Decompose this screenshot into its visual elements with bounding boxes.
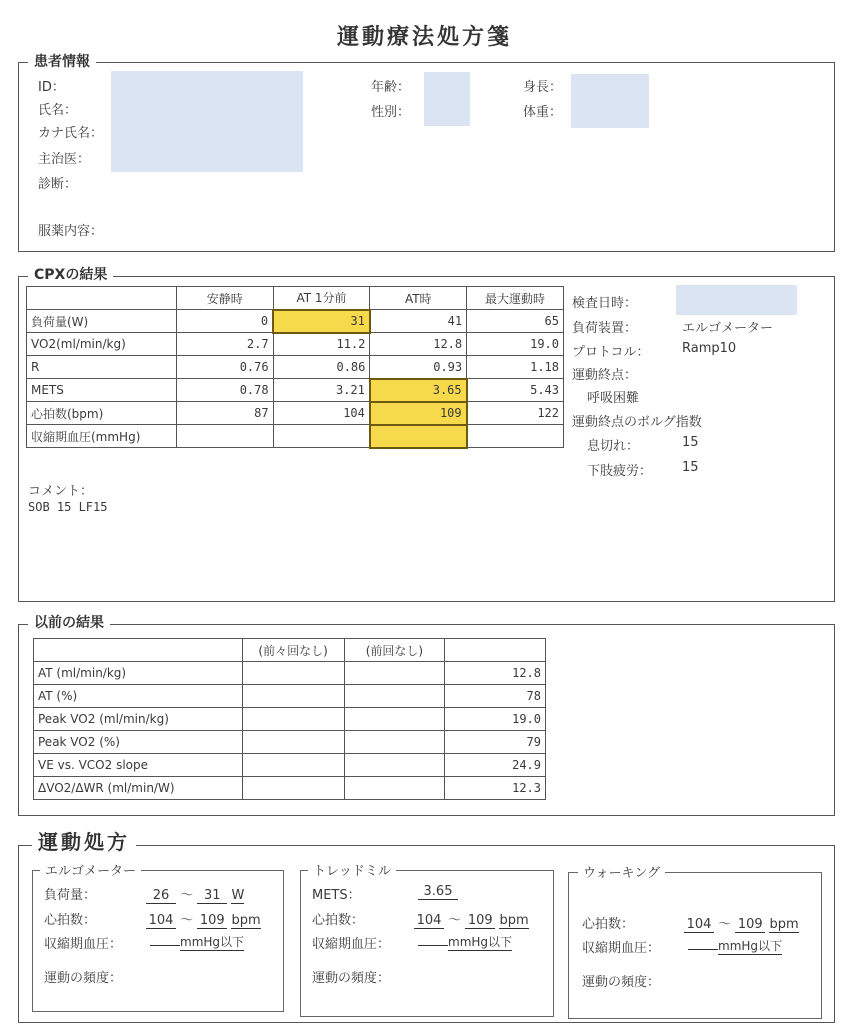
table-row (27, 425, 564, 448)
cell-rest: 0.76 (176, 356, 273, 379)
cell-current: 19.0 (445, 708, 546, 731)
tm-mets-label: METS： (312, 888, 361, 903)
cell-rest: 2.7 (176, 333, 273, 356)
cell-rest: 87 (176, 402, 273, 425)
table-row (27, 379, 564, 402)
ergo-hr-label: 心拍数： (44, 913, 97, 928)
table-row (27, 333, 564, 356)
cell-current: 12.8 (445, 662, 546, 685)
cell-last (344, 662, 445, 685)
tm-hr-label: 心拍数： (312, 913, 365, 928)
ergo-bp-blank (150, 945, 180, 946)
medication-label: 服薬内容： (38, 224, 104, 239)
tm-bp-label: 収縮期血圧： (312, 937, 391, 952)
cell-last (344, 708, 445, 731)
cpx-results-heading: CPXの結果 (28, 264, 113, 284)
table-row (34, 777, 546, 800)
table-row (27, 402, 564, 425)
ergo-bp-label: 収縮期血圧： (44, 937, 123, 952)
cell-current: 12.3 (445, 777, 546, 800)
device-label: 負荷装置： (572, 321, 638, 336)
walk-bp-blank (688, 949, 718, 950)
tm-hr-max: 109 (465, 913, 495, 929)
cell-before-last (242, 777, 344, 800)
cell-rest: 0.78 (176, 379, 273, 402)
previous-table (33, 638, 546, 800)
tm-frequency-label: 運動の頻度： (312, 971, 391, 986)
cpx-header-at: AT時 (370, 287, 467, 310)
previous-header-current-redacted (445, 639, 546, 662)
cell-at (370, 425, 467, 448)
tm-bp-blank (418, 945, 448, 946)
previous-header-last: (前回なし) (344, 639, 445, 662)
test-date-label: 検査日時： (572, 296, 638, 311)
row-label: 心拍数(bpm) (27, 402, 177, 425)
cell-max: 1.18 (467, 356, 564, 379)
cell-rest: 0 (176, 310, 273, 333)
row-label: AT (ml/min/kg) (34, 662, 243, 685)
cell-current: 24.9 (445, 754, 546, 777)
protocol-label: プロトコル： (572, 345, 650, 360)
name-label: 氏名： (38, 103, 78, 118)
endpoint-label: 運動終点： (572, 368, 638, 383)
cell-at1: 31 (273, 310, 370, 333)
borg-label: 運動終点のボルグ指数 (572, 415, 702, 430)
ergo-load-label: 負荷量： (44, 888, 97, 903)
cell-max: 122 (467, 402, 564, 425)
previous-results-heading: 以前の結果 (28, 612, 110, 632)
row-label: METS (27, 379, 177, 402)
ergo-hr-unit: bpm (231, 913, 261, 928)
cell-before-last (242, 685, 344, 708)
cell-last (344, 777, 445, 800)
tm-hr-unit: bpm (499, 913, 529, 928)
id-label: ID： (38, 80, 65, 95)
tm-hr-range (414, 909, 529, 929)
cell-before-last (242, 754, 344, 777)
walk-hr-min: 104 (684, 917, 714, 933)
previous-header-row (34, 639, 546, 662)
protocol-value: Ramp10 (682, 341, 737, 356)
cell-at1: 0.86 (273, 356, 370, 379)
prescription-heading: 運動処方 (32, 826, 136, 855)
table-row (34, 731, 546, 754)
height-label: 身長： (523, 80, 563, 95)
endpoint-value: 呼吸困難 (587, 391, 640, 406)
tm-mets-value-wrap (418, 884, 458, 900)
ergo-hr-min: 104 (146, 913, 176, 929)
row-label: 負荷量(W) (27, 310, 177, 333)
cell-last (344, 685, 445, 708)
walk-bp-label: 収縮期血圧： (582, 941, 661, 956)
redacted-patient-block (111, 71, 303, 172)
previous-header-before-last: (前々回なし) (242, 639, 344, 662)
ergo-load-tilde: ～ (180, 888, 194, 903)
ergo-bp-limit (150, 933, 244, 951)
row-label: Peak VO2 (ml/min/kg) (34, 708, 243, 731)
device-value: エルゴメーター (682, 321, 774, 336)
weight-label: 体重： (523, 105, 563, 120)
kana-name-label: カナ氏名： (38, 126, 104, 141)
cell-at: 3.65 (370, 379, 467, 402)
cpx-table (26, 286, 564, 449)
cell-at: 0.93 (370, 356, 467, 379)
ergo-hr-tilde: ～ (180, 913, 194, 928)
cell-max (467, 425, 564, 448)
ergo-frequency-label: 運動の頻度： (44, 971, 123, 986)
leg-fatigue-value: 15 (682, 460, 699, 475)
cell-current: 78 (445, 685, 546, 708)
cell-before-last (242, 731, 344, 754)
redacted-height-weight (571, 74, 649, 128)
leg-fatigue-label: 下肢疲労： (587, 464, 653, 479)
previous-header-blank (34, 639, 243, 662)
tm-hr-min: 104 (414, 913, 444, 929)
comment-text: SOB 15 LF15 (28, 500, 108, 514)
treadmill-title: トレッドミル (308, 860, 396, 879)
walk-bp-limit (688, 937, 782, 955)
cell-at1: 11.2 (273, 333, 370, 356)
cell-current: 79 (445, 731, 546, 754)
breath-label: 息切れ： (587, 439, 640, 454)
cpx-header-row (27, 287, 564, 310)
row-label: VE vs. VCO2 slope (34, 754, 243, 777)
table-row (34, 662, 546, 685)
age-label: 年齢： (371, 80, 411, 95)
row-label: 収縮期血圧(mmHg) (27, 425, 177, 448)
redacted-age-sex (424, 72, 470, 126)
table-row (27, 356, 564, 379)
table-row (34, 754, 546, 777)
row-label: ΔVO2/ΔWR (ml/min/W) (34, 777, 243, 800)
table-row (34, 685, 546, 708)
row-label: R (27, 356, 177, 379)
cell-before-last (242, 662, 344, 685)
walk-hr-unit: bpm (769, 917, 799, 932)
breath-value: 15 (682, 435, 699, 450)
ergometer-title: エルゴメーター (40, 860, 141, 879)
cell-last (344, 754, 445, 777)
ergo-hr-max: 109 (197, 913, 227, 929)
cell-at: 12.8 (370, 333, 467, 356)
tm-hr-tilde: ～ (448, 913, 462, 928)
cell-max: 5.43 (467, 379, 564, 402)
table-row (34, 708, 546, 731)
cell-max: 19.0 (467, 333, 564, 356)
cpx-header-max: 最大運動時 (467, 287, 564, 310)
cell-at1: 3.21 (273, 379, 370, 402)
cell-at: 109 (370, 402, 467, 425)
doctor-label: 主治医： (38, 152, 91, 167)
cpx-header-at1: AT 1分前 (273, 287, 370, 310)
tm-bp-limit (418, 933, 512, 951)
page-title: 運動療法処方箋 (336, 25, 512, 50)
ergo-hr-range (146, 909, 261, 929)
cpx-header-rest: 安静時 (176, 287, 273, 310)
sex-label: 性別： (371, 105, 411, 120)
tm-bp-unit: mmHg以下 (448, 935, 513, 949)
ergo-load-unit: W (231, 888, 245, 903)
cell-at1 (273, 425, 370, 448)
ergo-load-range (146, 884, 244, 904)
walk-bp-unit: mmHg以下 (718, 939, 783, 953)
patient-info-heading: 患者情報 (28, 51, 96, 71)
ergo-bp-unit: mmHg以下 (180, 935, 245, 949)
walk-hr-tilde: ～ (718, 917, 732, 932)
row-label: AT (%) (34, 685, 243, 708)
cell-max: 65 (467, 310, 564, 333)
diagnosis-label: 診断： (38, 177, 78, 192)
ergo-load-min: 26 (146, 888, 176, 904)
cell-before-last (242, 708, 344, 731)
comment-label: コメント： (28, 484, 94, 499)
walking-title: ウォーキング (578, 862, 665, 881)
row-label: Peak VO2 (%) (34, 731, 243, 754)
walk-hr-label: 心拍数： (582, 917, 635, 932)
tm-mets-value: 3.65 (418, 884, 458, 900)
redacted-test-date (676, 285, 797, 315)
cell-at1: 104 (273, 402, 370, 425)
table-row (27, 310, 564, 333)
cpx-header-blank (27, 287, 177, 310)
cell-rest (176, 425, 273, 448)
cell-last (344, 731, 445, 754)
row-label: VO2(ml/min/kg) (27, 333, 177, 356)
walk-frequency-label: 運動の頻度： (582, 975, 661, 990)
walk-hr-range (684, 913, 799, 933)
walk-hr-max: 109 (735, 917, 765, 933)
cell-at: 41 (370, 310, 467, 333)
ergo-load-max: 31 (197, 888, 227, 904)
